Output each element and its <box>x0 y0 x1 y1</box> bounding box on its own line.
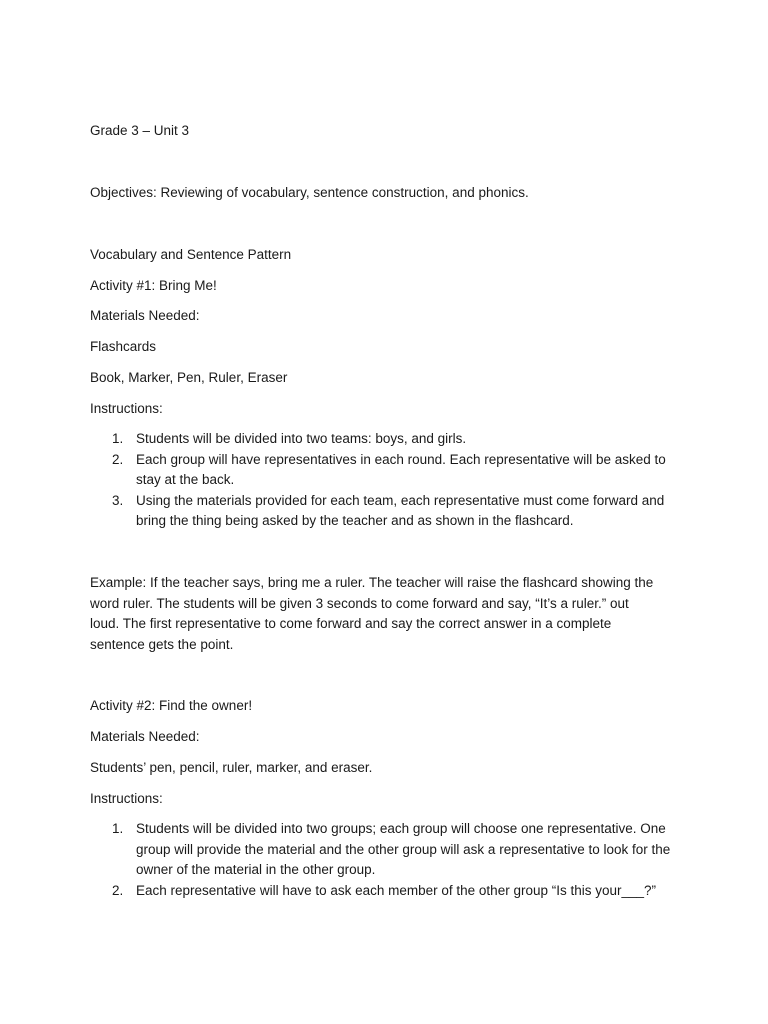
activity1-steps-list <box>90 429 690 532</box>
list-item <box>90 881 690 902</box>
activity1-material-item: Flashcards <box>90 339 157 354</box>
document-title: Grade 3 – Unit 3 <box>90 123 190 138</box>
list-item <box>90 450 690 491</box>
list-item-number: 3. <box>112 492 124 508</box>
list-item-text: Students will be divided into two teams: boys, and girls. <box>136 431 467 446</box>
list-item-text: Each representative will have to ask each member of the other group “Is this your___?” <box>136 882 657 898</box>
objectives-text: Objectives: Reviewing of vocabulary, sentence construction, and phonics. <box>90 185 529 200</box>
list-item <box>90 819 690 881</box>
activity1-instructions-label: Instructions: <box>90 401 163 416</box>
example-line: Example: If the teacher says, bring me a ruler. The teacher will raise the flashcard showing the <box>90 575 654 590</box>
activity2-materials-label: Materials Needed: <box>90 729 200 744</box>
activity2-instructions-label: Instructions: <box>90 791 163 806</box>
list-item-number: 1. <box>112 821 124 836</box>
list-item <box>90 429 690 450</box>
activity2-title: Activity #2: Find the owner! <box>90 698 253 713</box>
section-heading: Vocabulary and Sentence Pattern <box>90 247 292 262</box>
activity1-material-item: Book, Marker, Pen, Ruler, Eraser <box>90 370 288 385</box>
list-item-text: Each group will have representatives in each round. Each representative will be asked to stay at the back. <box>136 451 666 487</box>
activity2-material-item: Students’ pen, pencil, ruler, marker, and eraser. <box>90 760 373 775</box>
list-item-text: Using the materials provided for each team, each representative must come forward and bring the thing being asked by the teacher and as shown in the flashcard. <box>136 492 665 528</box>
example-line: sentence gets the point. <box>90 637 234 652</box>
example-line: word ruler. The students will be given 3 seconds to come forward and say, “It’s a ruler.” out <box>90 596 629 611</box>
activity2-steps-list <box>90 819 690 901</box>
activity1-title: Activity #1: Bring Me! <box>90 278 217 293</box>
list-item-number: 2. <box>112 882 124 898</box>
list-item-number: 2. <box>112 451 124 467</box>
list-item <box>90 491 690 532</box>
activity1-materials-label: Materials Needed: <box>90 308 200 323</box>
list-item-text: Students will be divided into two groups; each group will choose one representative. One group will provide the material and the other group will ask a representative to look for the owner of the material in the other group. <box>136 821 671 877</box>
example-line: loud. The first representative to come forward and say the correct answer in a complete <box>90 616 612 631</box>
list-item-number: 1. <box>112 431 124 446</box>
